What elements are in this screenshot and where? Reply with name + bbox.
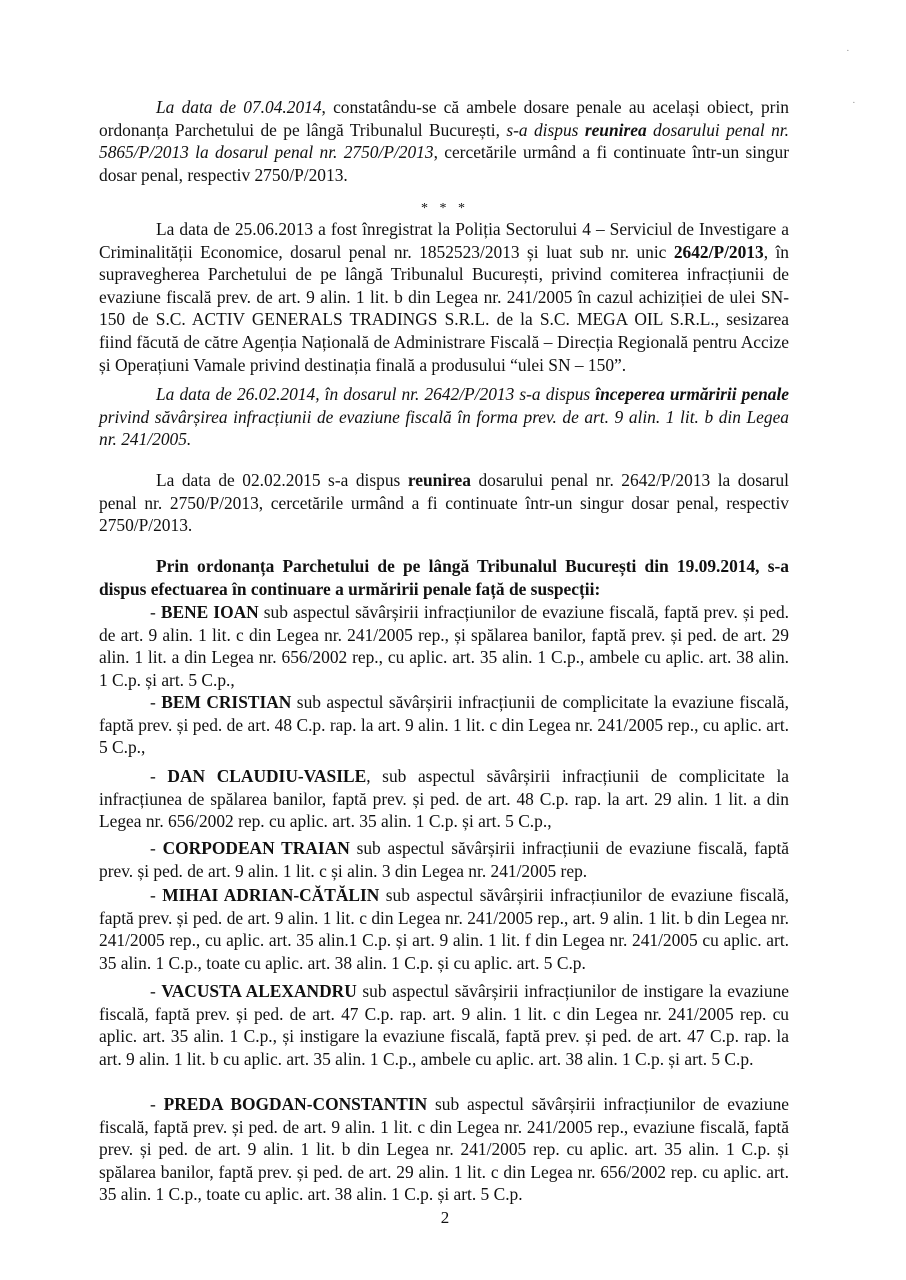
suspect-name: DAN CLAUDIU-VASILE <box>167 766 367 786</box>
suspect-name: BENE IOAN <box>160 602 259 622</box>
suspect-name: BEM CRISTIAN <box>161 692 292 712</box>
paragraph-incepere-urmarire: La data de 26.02.2014, în dosarul nr. 2642/P/2013 s-a dispus începerea urmăririi penale privind săvârșirea infracțiunii de evaziune fiscală în forma prev. de art. 9 alin. 1 lit. b din Legea nr. 241/2005. <box>99 384 789 450</box>
suspect-item: - DAN CLAUDIU-VASILE, sub aspectul săvârșirii infracțiunii de complicitate la infracțiunea de spălarea banilor, faptă prev. și ped. de art. 48 C.p. rap. la art. 29 alin. 1 lit. a din Legea nr. 656/2002 rep. cu aplic. art. 35 alin. 1 C.p. și art. 5 C.p., <box>99 766 790 832</box>
suspect-item: - VACUSTA ALEXANDRU sub aspectul săvârșirii infracțiunilor de instigare la evaziune fiscală, faptă prev. și ped. de art. 47 C.p. rap. art. 9 alin. 1 lit. c din Legea nr. 241/2005 rep. cu aplic. art. 35 alin. 1 C.p., și instigare la evaziune fiscală, faptă prev. și ped. de art. 47 C.p. rap. la art. 9 alin. 1 lit. b cu aplic. art. 35 alin. 1 C.p., ambele cu aplic. art. 38 alin. 1 C.p. și art. 5 C.p. <box>99 981 789 1069</box>
date-italic: La data de 07.04.2014 <box>156 97 322 117</box>
suspect-item: - MIHAI ADRIAN-CĂTĂLIN sub aspectul săvârșirii infracțiunilor de evaziune fiscală, faptă prev. și ped. de art. 9 alin. 1 lit. c din Legea nr. 241/2005 rep., art. 9 alin. 1 lit. b din Legea nr. 241/2005 rep., cu aplic. art. 35 alin.1 C.p. și art. 9 alin. 1 lit. f din Legea nr. 241/2005 cu aplic. art. 35 alin. 1 C.p., toate cu aplic. art. 38 alin. 1 C.p. și cu aplic. art. 5 C.p. <box>99 885 789 973</box>
suspect-item: - BENE IOAN sub aspectul săvârșirii infracțiunilor de evaziune fiscală, faptă prev. și ped. de art. 9 alin. 1 lit. c din Legea nr. 241/2005 rep., și spălarea banilor, faptă prev. și ped. de art. 29 alin. 1 lit. a din Legea nr. 656/2002 rep., cu aplic. art. 35 alin. 1 C.p., ambele cu aplic. art. 38 alin. 1 C.p. și art. 5 C.p., <box>99 602 789 690</box>
paragraph-reunire-2015: La data de 02.02.2015 s-a dispus reunirea dosarului penal nr. 2642/P/2013 la dosarul penal nr. 2750/P/2013, cercetările urmând a fi continuate într-un singur dosar penal, respectiv 2750/P/2013. <box>99 470 789 536</box>
paragraph-dosar-2642: La data de 25.06.2013 a fost înregistrat la Poliția Sectorului 4 – Serviciul de Investigare a Criminalității Economice, dosarul penal nr. 1852523/2013 și luat sub nr. unic 2642/P/2013, în supravegherea Parchetului de pe lângă Tribunalul București, privind comiterea infracțiunii de evaziune fiscală prev. de art. 9 alin. 1 lit. b din Legea nr. 241/2005 în cazul achiziției de ulei SN-150 de S.C. ACTIV GENERALS TRADINGS S.R.L. de la S.C. MEGA OIL S.R.L., sesizarea fiind făcută de către Agenția Națională de Administrare Fiscală – Direcția Regională pentru Accize și Operațiuni Vamale privind destinația finală a produsului “ulei SN – 150”. <box>99 219 789 375</box>
scan-speck: · <box>846 45 850 57</box>
page-number: 2 <box>440 1208 450 1227</box>
suspect-item: - CORPODEAN TRAIAN sub aspectul săvârșirii infracțiunii de evaziune fiscală, faptă prev. și ped. de art. 9 alin. 1 lit. c și alin. 3 din Legea nr. 241/2005 rep. <box>99 838 789 881</box>
case-number-bold: 2642/P/2013 <box>673 241 764 262</box>
paragraph-reunire-2014: La data de 07.04.2014, constatându-se că ambele dosare penale au același obiect, prin ordonanța Parchetului de pe lângă Tribunalul București, s-a dispus reunirea dosarului penal nr. 5865/P/2013 la dosarul penal nr. 2750/P/2013, cercetările urmând a fi continuate într-un singur dosar penal, respectiv 2750/P/2013. <box>99 97 789 185</box>
suspect-name: MIHAI ADRIAN-CĂTĂLIN <box>162 885 380 905</box>
suspect-name: CORPODEAN TRAIAN <box>162 838 350 858</box>
suspect-name: PREDA BOGDAN-CONSTANTIN <box>163 1094 428 1114</box>
ordonanta-heading: Prin ordonanța Parchetului de pe lângă Tribunalul București din 19.09.2014, s-a dispus efectuarea în continuare a urmăririi penale față de suspecții: <box>99 556 789 599</box>
reunirea-bold: reunirea <box>584 119 647 140</box>
suspect-item: - PREDA BOGDAN-CONSTANTIN sub aspectul săvârșirii infracțiunilor de evaziune fiscală, faptă prev. și ped. de art. 9 alin. 1 lit. c din Legea nr. 241/2005 rep., evaziune fiscală, faptă prev. și ped. de art. 9 alin. 1 lit. b din Legea nr. 241/2005 rep. cu aplic. art. 35 alin. 1 C.p. și spălarea banilor, faptă prev. și ped. de art. 29 alin. 1 lit. c din Legea nr. 656/2002 rep. cu aplic. art. 35 alin. 1 C.p., toate cu aplic. art. 38 alin. 1 C.p. și art. 5 C.p. <box>99 1094 789 1205</box>
scan-speck: · <box>852 97 856 109</box>
section-separator: * * * <box>421 201 469 216</box>
suspect-item: - BEM CRISTIAN sub aspectul săvârșirii infracțiunii de complicitate la evaziune fiscală, faptă prev. și ped. de art. 48 C.p. rap. la art. 9 alin. 1 lit. c din Legea nr. 241/2005 rep., cu aplic. art. 5 C.p., <box>99 692 789 758</box>
suspect-name: VACUSTA ALEXANDRU <box>161 981 357 1001</box>
